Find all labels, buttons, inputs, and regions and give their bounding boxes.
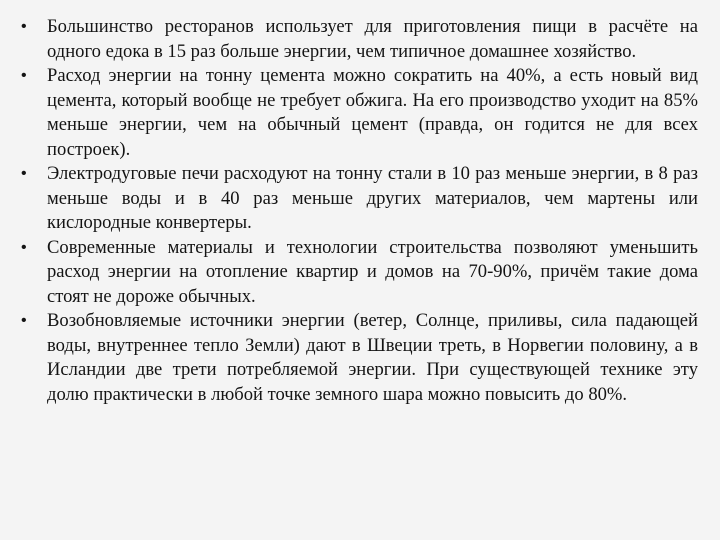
bullet-text: Возобновляемые источники энергии (ветер, Солнце, приливы, сила падающей воды, внутреннее тепло Земли) дают в Швеции треть, в Норвегии половину, а в Исландии две трети потребляемой энергии. При существующей технике эту долю практически в любой точке земного шара можно повысить до 80%. (47, 310, 698, 405)
bullet-dot-icon: • (21, 238, 27, 256)
bullet-dot-icon: • (21, 312, 27, 329)
bullet-text: Современные материалы и технологии строительства позволяют уменьшить расход энергии на отопление квартир и домов на 70-90%, причём такие дома стоят не дороже обычных. (47, 236, 698, 307)
bullet-item-cement (20, 64, 698, 162)
bullet-item-steel (20, 162, 698, 236)
bullet-text: Электродуговые печи расходуют на тонну стали в 10 раз меньше энергии, в 8 раз меньше воды и в 40 раз меньше других материалов, чем мартены или кислородные конвертеры. (47, 163, 698, 233)
bullet-item-renewables (20, 309, 698, 407)
bullet-text: Расход энергии на тонну цемента можно сократить на 40%, а есть новый вид цемента, который вообще не требует обжига. На его производство уходит на 85% меньше энергии, чем на обычный цемент (правда, он годится не для всех построек). (47, 65, 698, 160)
bullet-item-restaurants (20, 15, 698, 64)
bullet-item-construction (20, 236, 698, 310)
bullet-dot-icon: • (21, 165, 27, 182)
bullet-text: Большинство ресторанов использует для приготовления пищи в расчёте на одного едока в 15 раз больше энергии, чем типичное домашнее хозяйство. (47, 16, 698, 62)
bullet-dot-icon: • (21, 18, 27, 35)
bullet-dot-icon: • (21, 67, 27, 84)
bullet-list (20, 15, 698, 407)
